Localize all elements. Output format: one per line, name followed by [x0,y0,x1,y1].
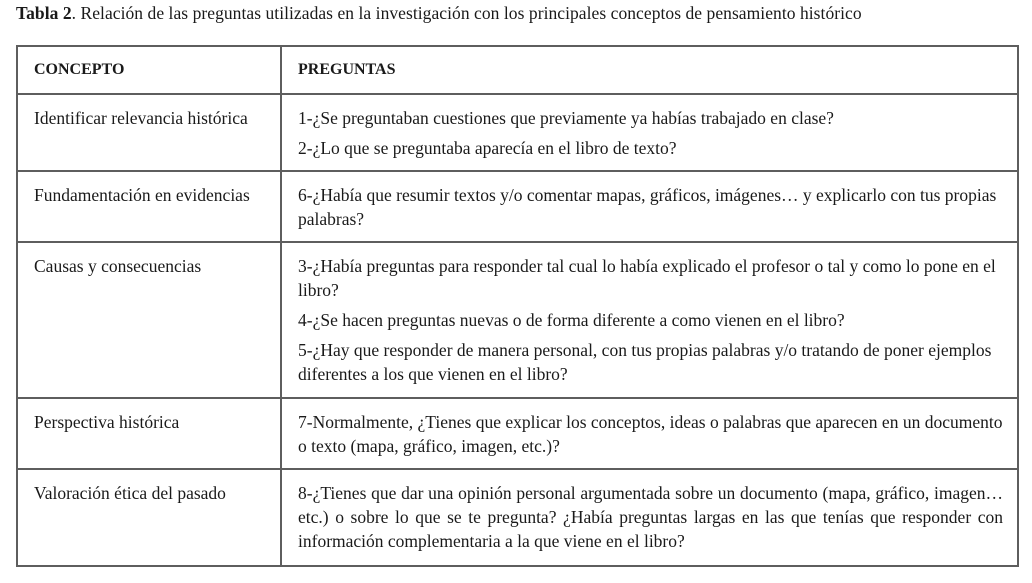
caption-label: Tabla 2 [16,3,72,23]
question: 2-¿Lo que se preguntaba aparecía en el libro de texto? [298,138,677,158]
header-concepto: CONCEPTO [17,46,281,94]
concept-cell: Identificar relevancia histórica [17,94,281,171]
concept-cell: Perspectiva histórica [17,398,281,469]
header-preguntas: PREGUNTAS [281,46,1018,94]
questions-cell [281,94,1018,171]
caption-text: . Relación de las preguntas utilizadas en la investigación con los principales conceptos de pensamiento histórico [71,3,862,23]
questions-cell [281,242,1018,398]
questions-cell [281,398,1018,469]
table-caption [16,3,862,24]
table-row [17,469,1018,566]
table-row [17,171,1018,242]
question: 6-¿Había que resumir textos y/o comentar mapas, gráficos, imágenes… y explicarlo con tus propias palabras? [298,185,997,229]
questions-cell [281,171,1018,242]
concept-cell: Causas y consecuencias [17,242,281,398]
question: 7-Normalmente, ¿Tienes que explicar los conceptos, ideas o palabras que aparecen en un documento o texto (mapa, gráfico, imagen, etc.)? [298,412,1003,456]
concept-cell: Fundamentación en evidencias [17,171,281,242]
question: 8-¿Tienes que dar una opinión personal argumentada sobre un documento (mapa, gráfico, imagen…etc.) o sobre lo que se te pregunta? ¿Había preguntas largas en las que tenías que responder con información complementaria a la que viene en el libro? [298,483,1003,551]
question: 5-¿Hay que responder de manera personal, con tus propias palabras y/o tratando de poner ejemplos diferentes a los que vienen en el libro? [298,340,992,384]
table-row [17,94,1018,171]
table-row [17,398,1018,469]
question: 1-¿Se preguntaban cuestiones que previamente ya habías trabajado en clase? [298,108,834,128]
question: 4-¿Se hacen preguntas nuevas o de forma diferente a como vienen en el libro? [298,310,845,330]
questions-cell [281,469,1018,566]
question: 3-¿Había preguntas para responder tal cual lo había explicado el profesor o tal y como lo pone en el libro? [298,256,996,300]
concepts-questions-table [16,45,1019,567]
table-header-row [17,46,1018,94]
table-row [17,242,1018,398]
concept-cell: Valoración ética del pasado [17,469,281,566]
